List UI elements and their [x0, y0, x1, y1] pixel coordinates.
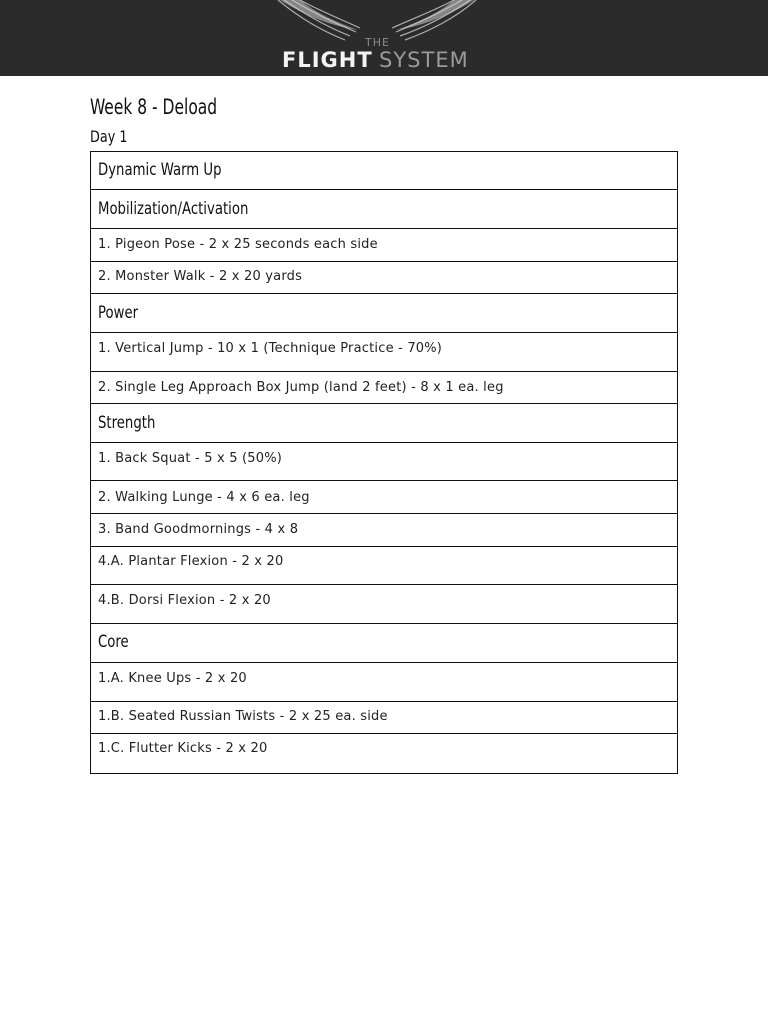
- exercise-row: [90, 585, 678, 624]
- exercise-row: [90, 663, 678, 702]
- exercise-text: 1. Pigeon Pose - 2 x 25 seconds each side: [98, 237, 378, 252]
- exercise-text: 4.B. Dorsi Flexion - 2 x 20: [98, 593, 271, 608]
- exercise-row: [90, 372, 678, 404]
- logo-system-text: SYSTEM: [379, 48, 469, 72]
- logo-flight-text: FLIGHT: [282, 48, 373, 72]
- section-label: Mobilization/Activation: [98, 199, 249, 219]
- exercise-text: 1. Vertical Jump - 10 x 1 (Technique Practice - 70%): [98, 341, 443, 356]
- page-title: Week 8 - Deload: [90, 95, 218, 119]
- exercise-text: 1.A. Knee Ups - 2 x 20: [98, 671, 247, 686]
- header-banner: [0, 0, 768, 76]
- exercise-row: [90, 262, 678, 294]
- logo-the-text: THE: [365, 36, 390, 49]
- exercise-row: [90, 702, 678, 734]
- section-row-power: [90, 294, 678, 333]
- section-label: Core: [98, 632, 129, 652]
- exercise-row: [90, 547, 678, 585]
- section-label: Strength: [98, 413, 156, 433]
- section-row-dynamic-warm-up: [90, 151, 678, 190]
- exercise-row: [90, 514, 678, 547]
- exercise-text: 3. Band Goodmornings - 4 x 8: [98, 522, 299, 537]
- exercise-row: [90, 734, 678, 774]
- exercise-text: 4.A. Plantar Flexion - 2 x 20: [98, 554, 284, 569]
- section-label: Power: [98, 303, 139, 323]
- exercise-row: [90, 481, 678, 514]
- section-row-strength: [90, 404, 678, 443]
- section-label: Dynamic Warm Up: [98, 160, 222, 180]
- day-label: Day 1: [90, 127, 128, 146]
- exercise-text: 1.B. Seated Russian Twists - 2 x 25 ea. side: [98, 709, 388, 724]
- exercise-text: 1.C. Flutter Kicks - 2 x 20: [98, 741, 268, 756]
- exercise-text: 2. Single Leg Approach Box Jump (land 2 feet) - 8 x 1 ea. leg: [98, 380, 504, 395]
- exercise-text: 2. Walking Lunge - 4 x 6 ea. leg: [98, 490, 310, 505]
- exercise-row: [90, 229, 678, 262]
- section-row-core: [90, 624, 678, 663]
- exercise-text: 1. Back Squat - 5 x 5 (50%): [98, 451, 283, 466]
- exercise-text: 2. Monster Walk - 2 x 20 yards: [98, 269, 303, 284]
- section-row-mobilization: [90, 190, 678, 229]
- exercise-row: [90, 333, 678, 372]
- exercise-row: [90, 443, 678, 481]
